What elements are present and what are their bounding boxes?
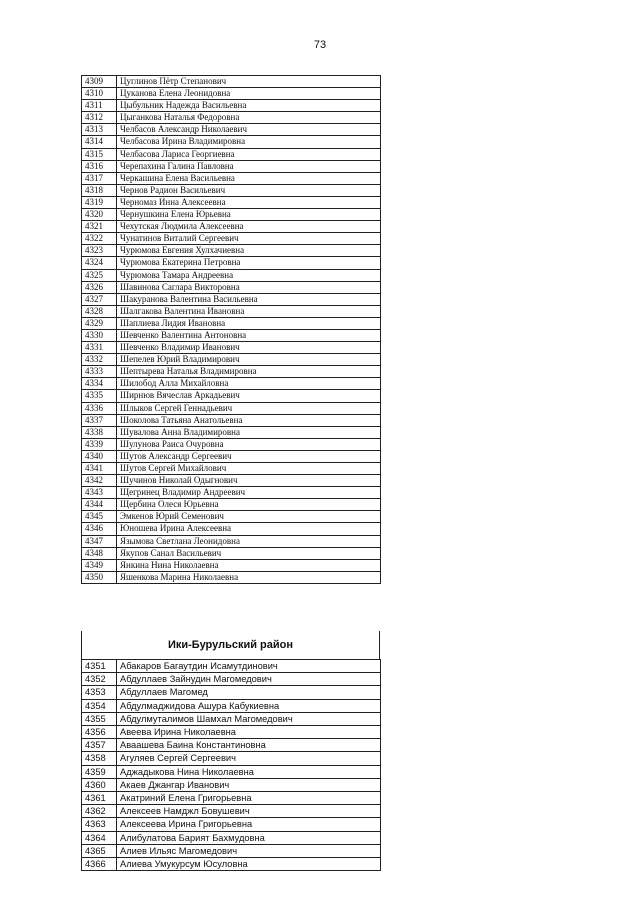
table-row bbox=[82, 712, 381, 725]
row-number: 4356 bbox=[82, 726, 117, 739]
person-name: Ширнюв Вячеслав Аркадьевич bbox=[117, 390, 381, 402]
person-name: Алиева Умукурсум Юсуловна bbox=[117, 858, 381, 871]
row-number: 4365 bbox=[82, 844, 117, 857]
row-number: 4339 bbox=[82, 438, 117, 450]
table-row bbox=[82, 245, 381, 257]
person-name: Шилобод Алла Михайловна bbox=[117, 378, 381, 390]
person-name: Якупов Санал Васильевич bbox=[117, 547, 381, 559]
person-name: Чурюмова Евгения Хулхачиевна bbox=[117, 245, 381, 257]
table-row bbox=[82, 184, 381, 196]
row-number: 4353 bbox=[82, 686, 117, 699]
row-number: 4348 bbox=[82, 547, 117, 559]
person-name: Шалгакова Валентина Ивановна bbox=[117, 305, 381, 317]
row-number: 4336 bbox=[82, 402, 117, 414]
table-row bbox=[82, 305, 381, 317]
row-number: 4314 bbox=[82, 136, 117, 148]
table-row bbox=[82, 499, 381, 511]
row-number: 4328 bbox=[82, 305, 117, 317]
row-number: 4362 bbox=[82, 805, 117, 818]
row-number: 4313 bbox=[82, 124, 117, 136]
table-row bbox=[82, 172, 381, 184]
row-number: 4346 bbox=[82, 523, 117, 535]
table-row bbox=[82, 571, 381, 583]
person-name: Абакаров Багаутдин Исамутдинович bbox=[117, 660, 381, 673]
person-name: Щербина Олеся Юрьевна bbox=[117, 499, 381, 511]
row-number: 4330 bbox=[82, 329, 117, 341]
person-name: Аваашева Баина Константиновна bbox=[117, 739, 381, 752]
row-number: 4363 bbox=[82, 818, 117, 831]
registry-table-body bbox=[82, 76, 381, 584]
row-number: 4351 bbox=[82, 660, 117, 673]
table-row bbox=[82, 88, 381, 100]
table-row bbox=[82, 699, 381, 712]
table-row bbox=[82, 221, 381, 233]
person-name: Черепахина Галина Павловна bbox=[117, 160, 381, 172]
person-name: Шептырева Наталья Владимировна bbox=[117, 366, 381, 378]
person-name: Челбасова Ирина Владимировна bbox=[117, 136, 381, 148]
person-name: Акатриний Елена Григорьевна bbox=[117, 792, 381, 805]
row-number: 4315 bbox=[82, 148, 117, 160]
table-row bbox=[82, 660, 381, 673]
table-row bbox=[82, 390, 381, 402]
table-row bbox=[82, 858, 381, 871]
person-name: Челбасова Лариса Георгиевна bbox=[117, 148, 381, 160]
row-number: 4357 bbox=[82, 739, 117, 752]
table-row bbox=[82, 426, 381, 438]
person-name: Черкашина Елена Васильевна bbox=[117, 172, 381, 184]
row-number: 4316 bbox=[82, 160, 117, 172]
table-row bbox=[82, 76, 381, 88]
person-name: Шулунова Раиса Очуровна bbox=[117, 438, 381, 450]
row-number: 4366 bbox=[82, 858, 117, 871]
person-name: Шутов Сергей Михайлович bbox=[117, 463, 381, 475]
table-row bbox=[82, 209, 381, 221]
person-name: Чурюмова Екатерина Петровна bbox=[117, 257, 381, 269]
row-number: 4332 bbox=[82, 354, 117, 366]
table-row bbox=[82, 844, 381, 857]
person-name: Челбасов Александр Николаевич bbox=[117, 124, 381, 136]
person-name: Алексеев Намджл Бовушевич bbox=[117, 805, 381, 818]
row-number: 4325 bbox=[82, 269, 117, 281]
row-number: 4319 bbox=[82, 196, 117, 208]
row-number: 4345 bbox=[82, 511, 117, 523]
person-name: Цыганкова Наталья Федоровна bbox=[117, 112, 381, 124]
row-number: 4324 bbox=[82, 257, 117, 269]
table-row bbox=[82, 414, 381, 426]
row-number: 4338 bbox=[82, 426, 117, 438]
row-number: 4326 bbox=[82, 281, 117, 293]
row-number: 4329 bbox=[82, 317, 117, 329]
table-row bbox=[82, 686, 381, 699]
person-name: Абдулмаджидова Ашура Кабукиевна bbox=[117, 699, 381, 712]
row-number: 4342 bbox=[82, 475, 117, 487]
table-row bbox=[82, 233, 381, 245]
row-number: 4343 bbox=[82, 487, 117, 499]
row-number: 4321 bbox=[82, 221, 117, 233]
row-number: 4355 bbox=[82, 712, 117, 725]
person-name: Чернов Радион Васильевич bbox=[117, 184, 381, 196]
person-name: Шевченко Владимир Иванович bbox=[117, 342, 381, 354]
registry-table bbox=[81, 75, 381, 584]
row-number: 4311 bbox=[82, 100, 117, 112]
table-row bbox=[82, 438, 381, 450]
table-row bbox=[82, 547, 381, 559]
row-number: 4349 bbox=[82, 559, 117, 571]
row-number: 4359 bbox=[82, 765, 117, 778]
row-number: 4360 bbox=[82, 778, 117, 791]
table-row bbox=[82, 160, 381, 172]
table-row bbox=[82, 523, 381, 535]
person-name: Чурюмова Тамара Андреевна bbox=[117, 269, 381, 281]
person-name: Чехутская Людмила Алексеевна bbox=[117, 221, 381, 233]
row-number: 4318 bbox=[82, 184, 117, 196]
row-number: 4358 bbox=[82, 752, 117, 765]
row-number: 4361 bbox=[82, 792, 117, 805]
district-registry-table bbox=[81, 659, 381, 871]
row-number: 4350 bbox=[82, 571, 117, 583]
table-row bbox=[82, 257, 381, 269]
table-row bbox=[82, 329, 381, 341]
person-name: Чунатинов Виталий Сергеевич bbox=[117, 233, 381, 245]
person-name: Шепелев Юрий Владимирович bbox=[117, 354, 381, 366]
table-row bbox=[82, 805, 381, 818]
row-number: 4327 bbox=[82, 293, 117, 305]
table-row bbox=[82, 739, 381, 752]
person-name: Чернушкина Елена Юрьевна bbox=[117, 209, 381, 221]
person-name: Абдуллаев Магомед bbox=[117, 686, 381, 699]
row-number: 4335 bbox=[82, 390, 117, 402]
person-name: Шоколова Татьяна Анатольевна bbox=[117, 414, 381, 426]
person-name: Алибулатова Барият Бахмудовна bbox=[117, 831, 381, 844]
table-row bbox=[82, 317, 381, 329]
person-name: Акаев Джангар Иванович bbox=[117, 778, 381, 791]
table-row bbox=[82, 148, 381, 160]
row-number: 4312 bbox=[82, 112, 117, 124]
person-name: Эмкенов Юрий Семенович bbox=[117, 511, 381, 523]
person-name: Янкина Нина Николаевна bbox=[117, 559, 381, 571]
table-row bbox=[82, 354, 381, 366]
table-row bbox=[82, 475, 381, 487]
table-row bbox=[82, 378, 381, 390]
person-name: Агуляев Сергей Сергеевич bbox=[117, 752, 381, 765]
person-name: Язымова Светлана Леонидовна bbox=[117, 535, 381, 547]
row-number: 4323 bbox=[82, 245, 117, 257]
row-number: 4310 bbox=[82, 88, 117, 100]
table-row bbox=[82, 100, 381, 112]
person-name: Цуканова Елена Леонидовна bbox=[117, 88, 381, 100]
row-number: 4341 bbox=[82, 463, 117, 475]
row-number: 4322 bbox=[82, 233, 117, 245]
table-row bbox=[82, 726, 381, 739]
person-name: Абдуллаев Зайнудин Магомедович bbox=[117, 673, 381, 686]
person-name: Яшенкова Марина Николаевна bbox=[117, 571, 381, 583]
person-name: Абдулмуталимов Шамхал Магомедович bbox=[117, 712, 381, 725]
table-row bbox=[82, 366, 381, 378]
table-row bbox=[82, 281, 381, 293]
table-row bbox=[82, 402, 381, 414]
district-registry-table-body bbox=[82, 660, 381, 871]
row-number: 4352 bbox=[82, 673, 117, 686]
row-number: 4337 bbox=[82, 414, 117, 426]
table-row bbox=[82, 450, 381, 462]
table-row bbox=[82, 765, 381, 778]
person-name: Цуглинов Пётр Степанович bbox=[117, 76, 381, 88]
person-name: Аджадыкова Нина Николаевна bbox=[117, 765, 381, 778]
person-name: Цыбульник Надежда Васильевна bbox=[117, 100, 381, 112]
person-name: Черномаз Инна Алексеевна bbox=[117, 196, 381, 208]
row-number: 4331 bbox=[82, 342, 117, 354]
table-row bbox=[82, 124, 381, 136]
table-row bbox=[82, 487, 381, 499]
row-number: 4320 bbox=[82, 209, 117, 221]
person-name: Шувалова Анна Владимировна bbox=[117, 426, 381, 438]
row-number: 4364 bbox=[82, 831, 117, 844]
table-row bbox=[82, 112, 381, 124]
person-name: Шаплиева Лидия Ивановна bbox=[117, 317, 381, 329]
person-name: Алиев Ильяс Магомедович bbox=[117, 844, 381, 857]
table-row bbox=[82, 752, 381, 765]
person-name: Алексеева Ирина Григорьевна bbox=[117, 818, 381, 831]
row-number: 4309 bbox=[82, 76, 117, 88]
row-number: 4334 bbox=[82, 378, 117, 390]
table-row bbox=[82, 535, 381, 547]
table-row bbox=[82, 559, 381, 571]
table-row bbox=[82, 269, 381, 281]
table-row bbox=[82, 196, 381, 208]
table-row bbox=[82, 792, 381, 805]
district-heading: Ики-Бурульский район bbox=[81, 631, 380, 659]
person-name: Шутов Александр Сергеевич bbox=[117, 450, 381, 462]
person-name: Шакуранова Валентина Васильевна bbox=[117, 293, 381, 305]
table-row bbox=[82, 818, 381, 831]
table-row bbox=[82, 342, 381, 354]
table-row bbox=[82, 778, 381, 791]
row-number: 4340 bbox=[82, 450, 117, 462]
table-row bbox=[82, 293, 381, 305]
person-name: Юношева Ирина Алексеевна bbox=[117, 523, 381, 535]
table-row bbox=[82, 673, 381, 686]
person-name: Шавинова Саглара Викторовна bbox=[117, 281, 381, 293]
table-row bbox=[82, 831, 381, 844]
row-number: 4354 bbox=[82, 699, 117, 712]
row-number: 4347 bbox=[82, 535, 117, 547]
table-row bbox=[82, 136, 381, 148]
row-number: 4333 bbox=[82, 366, 117, 378]
person-name: Щегринец Владимир Андреевич bbox=[117, 487, 381, 499]
row-number: 4344 bbox=[82, 499, 117, 511]
table-row bbox=[82, 511, 381, 523]
person-name: Шучинов Николай Одыгнович bbox=[117, 475, 381, 487]
person-name: Авеева Ирина Николаевна bbox=[117, 726, 381, 739]
page-number: 73 bbox=[313, 39, 327, 51]
person-name: Шевченко Валентина Антоновна bbox=[117, 329, 381, 341]
person-name: Шлыков Сергей Геннадьевич bbox=[117, 402, 381, 414]
table-row bbox=[82, 463, 381, 475]
row-number: 4317 bbox=[82, 172, 117, 184]
